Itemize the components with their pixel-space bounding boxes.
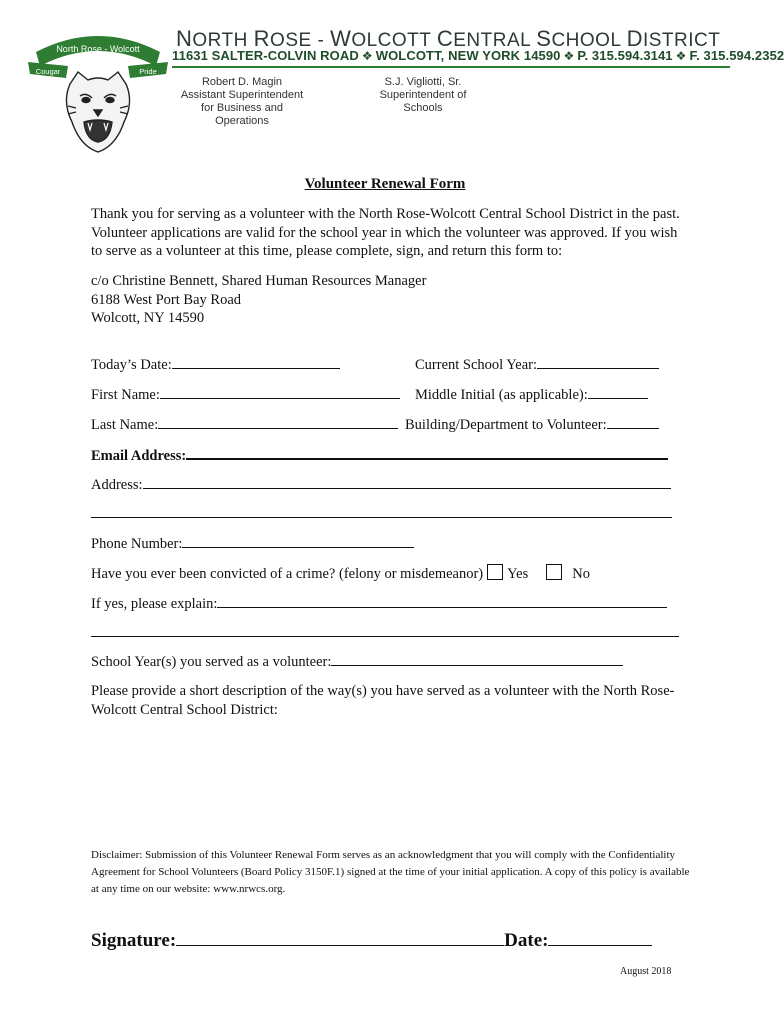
phone-row bbox=[91, 534, 414, 553]
paw-icon: ❖ bbox=[361, 49, 373, 63]
header-divider bbox=[172, 66, 730, 68]
district-name-part: CHOOL bbox=[551, 30, 627, 51]
building-department-label: Building/Department to Volunteer: bbox=[405, 417, 607, 433]
district-logo bbox=[28, 22, 168, 162]
form-title: Volunteer Renewal Form bbox=[304, 176, 466, 192]
explain-label: If yes, please explain: bbox=[91, 596, 218, 612]
description-prompt: Please provide a short description of the way(s) you have served as a volunteer with the North Rose-Wolcott Central School District: bbox=[91, 683, 675, 718]
district-fax: F. 315.594.2352 bbox=[689, 48, 784, 63]
admin-name: Robert D. Magin bbox=[201, 76, 283, 88]
last-name-row bbox=[91, 415, 398, 434]
description-field[interactable] bbox=[91, 726, 679, 836]
admin-block-superintendent bbox=[360, 76, 486, 115]
signature-row bbox=[91, 928, 652, 952]
district-name-part: ISTRICT bbox=[642, 30, 721, 51]
logo-right-ribbon-text: Pride bbox=[139, 67, 157, 76]
admin-title-2: for Business and Operations bbox=[201, 102, 283, 127]
admin-title: Assistant Superintendent bbox=[180, 89, 304, 101]
crime-question-label: Have you ever been convicted of a crime? (felony or misdemeanor) bbox=[91, 566, 484, 582]
middle-initial-row bbox=[415, 385, 648, 404]
signature-date-field[interactable] bbox=[548, 928, 652, 946]
phone-field[interactable] bbox=[182, 534, 414, 548]
email-field[interactable] bbox=[186, 445, 668, 460]
admin-title: Superintendent of Schools bbox=[379, 89, 467, 114]
middle-initial-field[interactable] bbox=[588, 385, 648, 399]
district-name-part: N bbox=[176, 26, 193, 51]
explain-row bbox=[91, 594, 667, 613]
admin-name: S.J. Vigliotti, Sr. bbox=[384, 76, 462, 88]
yes-label: Yes bbox=[507, 566, 529, 582]
district-name-part: R bbox=[253, 26, 271, 51]
district-street: 11631 SALTER-COLVIN ROAD bbox=[172, 48, 359, 63]
yes-checkbox[interactable] bbox=[487, 564, 503, 580]
current-school-year-row bbox=[415, 355, 659, 374]
no-label: No bbox=[572, 566, 590, 582]
todays-date-label: Today’s Date: bbox=[91, 357, 172, 373]
return-address-line: Wolcott, NY 14590 bbox=[91, 310, 205, 326]
explain-field[interactable] bbox=[217, 594, 667, 608]
first-name-row bbox=[91, 385, 400, 404]
return-address bbox=[91, 272, 691, 328]
years-served-row bbox=[91, 652, 623, 671]
first-name-field[interactable] bbox=[160, 385, 400, 399]
email-label: Email Address: bbox=[91, 448, 187, 464]
signature-field[interactable] bbox=[176, 928, 504, 946]
paw-icon: ❖ bbox=[675, 49, 687, 63]
district-name-part: OLCOTT bbox=[351, 30, 437, 51]
district-name-part: ENTRAL bbox=[453, 30, 537, 51]
address-row bbox=[91, 475, 671, 494]
years-served-label: School Year(s) you served as a volunteer: bbox=[91, 654, 332, 670]
intro-paragraph: Thank you for serving as a volunteer with the North Rose-Wolcott Central School District in the past. Volunteer applications are valid for the school year in which the volunteer was approved. If you wish to serve as a volunteer at this time, please complete, sign, and return this form to: bbox=[91, 206, 680, 259]
years-served-field[interactable] bbox=[331, 652, 623, 666]
todays-date-row bbox=[91, 355, 340, 374]
crime-question-row bbox=[91, 564, 590, 583]
district-phone: P. 315.594.3141 bbox=[577, 48, 673, 63]
date-label: Date: bbox=[504, 930, 549, 951]
disclaimer: Disclaimer: Submission of this Volunteer Renewal Form serves as an acknowledgment that you will comply with the Confidentiality Agreement for School Volunteers (Board Policy 3150F.1) signed at the time of your initial application. A copy of this policy is available at any time on our website: www.nrwcs.org. bbox=[91, 849, 690, 895]
last-name-label: Last Name: bbox=[91, 417, 159, 433]
todays-date-field[interactable] bbox=[172, 355, 340, 369]
address-field[interactable] bbox=[143, 475, 671, 489]
district-name-part: W bbox=[330, 26, 352, 51]
building-department-field[interactable] bbox=[607, 415, 659, 429]
paw-icon: ❖ bbox=[563, 49, 575, 63]
email-row bbox=[91, 445, 668, 465]
district-name-part: D bbox=[626, 26, 643, 51]
district-name-part: OSE bbox=[270, 30, 312, 51]
return-address-line: 6188 West Port Bay Road bbox=[91, 291, 242, 308]
first-name-label: First Name: bbox=[91, 387, 160, 403]
logo-banner-text: North Rose - Wolcott bbox=[56, 44, 140, 54]
district-name-part: - bbox=[311, 30, 331, 51]
current-school-year-field[interactable] bbox=[537, 355, 659, 369]
district-contact-line bbox=[172, 48, 784, 63]
district-name-part: ORTH bbox=[192, 30, 254, 51]
explain-field-line-2[interactable] bbox=[91, 636, 679, 637]
address-field-line-2[interactable] bbox=[91, 517, 672, 518]
building-department-row bbox=[405, 415, 659, 434]
district-name-part: S bbox=[536, 26, 552, 51]
logo-left-ribbon-text: Cougar bbox=[35, 67, 61, 76]
cougar-head-icon bbox=[66, 72, 129, 152]
no-checkbox[interactable] bbox=[546, 564, 562, 580]
return-address-line: c/o Christine Bennett, Shared Human Resources Manager bbox=[91, 273, 427, 289]
district-city: WOLCOTT, NEW YORK 14590 bbox=[375, 48, 561, 63]
middle-initial-label: Middle Initial (as applicable): bbox=[415, 387, 588, 403]
footer-revision-date: August 2018 bbox=[620, 966, 672, 977]
current-school-year-label: Current School Year: bbox=[415, 357, 538, 373]
admin-block-assistant-superintendent bbox=[178, 76, 306, 128]
phone-label: Phone Number: bbox=[91, 536, 183, 552]
address-label: Address: bbox=[91, 477, 143, 493]
signature-label: Signature: bbox=[91, 930, 177, 951]
last-name-field[interactable] bbox=[158, 415, 398, 429]
district-name-part: C bbox=[436, 26, 454, 51]
